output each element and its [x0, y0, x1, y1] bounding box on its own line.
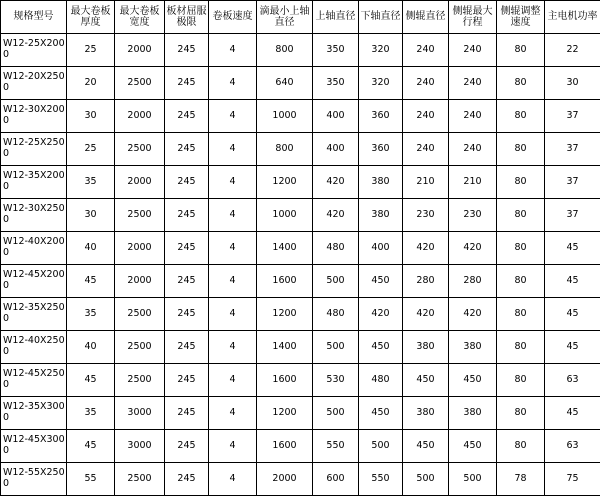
table-row: [1, 364, 600, 397]
cell-model: W12-45X3000: [1, 430, 67, 463]
column-header-model: 规格型号: [1, 1, 67, 34]
table-cell: 420: [403, 298, 449, 331]
table-cell: 2000: [115, 100, 165, 133]
table-cell: 4: [209, 331, 257, 364]
table-cell: 80: [497, 331, 545, 364]
table-cell: 320: [359, 67, 403, 100]
table-cell: 35: [67, 298, 115, 331]
table-cell: 230: [449, 199, 497, 232]
cell-model: W12-45X2500: [1, 364, 67, 397]
table-cell: 245: [165, 265, 209, 298]
table-cell: 4: [209, 133, 257, 166]
table-cell: 420: [313, 166, 359, 199]
table-cell: 420: [449, 232, 497, 265]
table-cell: 80: [497, 133, 545, 166]
table-cell: 80: [497, 364, 545, 397]
table-cell: 80: [497, 67, 545, 100]
column-header-upper-shaft-diameter: 上轴直径: [313, 1, 359, 34]
table-cell: 245: [165, 100, 209, 133]
table-cell: 380: [359, 166, 403, 199]
table-cell: 400: [313, 100, 359, 133]
column-header-motor-power: 主电机功率: [545, 1, 600, 34]
table-cell: 380: [403, 331, 449, 364]
table-cell: 245: [165, 430, 209, 463]
table-cell: 550: [359, 463, 403, 496]
table-cell: 240: [449, 34, 497, 67]
table-cell: 380: [449, 331, 497, 364]
table-cell: 2500: [115, 67, 165, 100]
table-cell: 37: [545, 100, 600, 133]
table-cell: 2500: [115, 199, 165, 232]
table-cell: 75: [545, 463, 600, 496]
table-cell: 2500: [115, 133, 165, 166]
table-cell: 420: [359, 298, 403, 331]
table-row: [1, 331, 600, 364]
table-cell: 45: [67, 364, 115, 397]
table-cell: 240: [449, 133, 497, 166]
table-cell: 45: [545, 298, 600, 331]
table-cell: 450: [403, 430, 449, 463]
table-cell: 35: [67, 397, 115, 430]
table-cell: 1200: [257, 166, 313, 199]
table-cell: 80: [497, 166, 545, 199]
table-cell: 4: [209, 34, 257, 67]
column-header-side-roller-diameter: 侧辊直径: [403, 1, 449, 34]
column-header-yield-limit: 板材屈服极限: [165, 1, 209, 34]
table-cell: 450: [359, 265, 403, 298]
table-cell: 4: [209, 166, 257, 199]
table-cell: 40: [67, 232, 115, 265]
table-cell: 320: [359, 34, 403, 67]
table-row: [1, 397, 600, 430]
cell-model: W12-20X2500: [1, 67, 67, 100]
table-cell: 45: [545, 265, 600, 298]
column-header-side-roller-stroke: 侧辊最大行程: [449, 1, 497, 34]
table-cell: 245: [165, 199, 209, 232]
table-cell: 25: [67, 133, 115, 166]
cell-model: W12-35X2000: [1, 166, 67, 199]
table-row: [1, 265, 600, 298]
table-cell: 35: [67, 166, 115, 199]
table-cell: 500: [313, 397, 359, 430]
table-cell: 280: [449, 265, 497, 298]
cell-model: W12-25X2000: [1, 34, 67, 67]
table-cell: 245: [165, 298, 209, 331]
table-cell: 500: [313, 331, 359, 364]
table-cell: 450: [449, 364, 497, 397]
table-cell: 600: [313, 463, 359, 496]
table-cell: 500: [359, 430, 403, 463]
table-cell: 25: [67, 34, 115, 67]
cell-model: W12-35X2500: [1, 298, 67, 331]
table-cell: 800: [257, 133, 313, 166]
column-header-side-roller-speed: 侧辊调整速度: [497, 1, 545, 34]
table-row: [1, 100, 600, 133]
table-cell: 1400: [257, 232, 313, 265]
table-cell: 40: [67, 331, 115, 364]
table-row: [1, 430, 600, 463]
table-cell: 350: [313, 67, 359, 100]
table-cell: 245: [165, 331, 209, 364]
table-cell: 210: [449, 166, 497, 199]
table-cell: 2500: [115, 298, 165, 331]
table-cell: 80: [497, 298, 545, 331]
table-cell: 240: [449, 67, 497, 100]
table-cell: 380: [359, 199, 403, 232]
table-cell: 450: [359, 397, 403, 430]
table-cell: 2000: [115, 232, 165, 265]
table-row: [1, 298, 600, 331]
table-cell: 45: [545, 331, 600, 364]
table-cell: 78: [497, 463, 545, 496]
column-header-max-width: 最大卷板宽度: [115, 1, 165, 34]
table-row: [1, 34, 600, 67]
cell-model: W12-55X2500: [1, 463, 67, 496]
table-cell: 210: [403, 166, 449, 199]
table-cell: 240: [403, 133, 449, 166]
table-cell: 80: [497, 34, 545, 67]
table-cell: 245: [165, 34, 209, 67]
table-cell: 450: [359, 331, 403, 364]
table-cell: 245: [165, 364, 209, 397]
table-cell: 450: [449, 430, 497, 463]
table-cell: 2000: [115, 34, 165, 67]
table-cell: 30: [67, 100, 115, 133]
table-cell: 245: [165, 67, 209, 100]
table-cell: 2500: [115, 364, 165, 397]
table-cell: 80: [497, 100, 545, 133]
table-cell: 4: [209, 232, 257, 265]
table-cell: 240: [403, 100, 449, 133]
table-cell: 63: [545, 430, 600, 463]
table-cell: 420: [449, 298, 497, 331]
column-header-roll-speed: 卷板速度: [209, 1, 257, 34]
table-cell: 37: [545, 166, 600, 199]
table-cell: 350: [313, 34, 359, 67]
table-cell: 245: [165, 397, 209, 430]
table-cell: 550: [313, 430, 359, 463]
table-row: [1, 463, 600, 496]
table-cell: 400: [313, 133, 359, 166]
table-cell: 530: [313, 364, 359, 397]
cell-model: W12-30X2500: [1, 199, 67, 232]
table-cell: 400: [359, 232, 403, 265]
table-cell: 420: [403, 232, 449, 265]
table-cell: 360: [359, 133, 403, 166]
table-cell: 1600: [257, 364, 313, 397]
table-header-row: [1, 1, 600, 34]
table-cell: 380: [449, 397, 497, 430]
table-row: [1, 133, 600, 166]
table-cell: 4: [209, 298, 257, 331]
table-cell: 4: [209, 463, 257, 496]
table-cell: 4: [209, 199, 257, 232]
table-cell: 245: [165, 133, 209, 166]
table-cell: 360: [359, 100, 403, 133]
table-cell: 420: [313, 199, 359, 232]
table-cell: 240: [449, 100, 497, 133]
cell-model: W12-35X3000: [1, 397, 67, 430]
cell-model: W12-40X2500: [1, 331, 67, 364]
table-cell: 1000: [257, 100, 313, 133]
table-cell: 2500: [115, 463, 165, 496]
table-cell: 245: [165, 232, 209, 265]
column-header-max-thickness: 最大卷板厚度: [67, 1, 115, 34]
table-cell: 2500: [115, 331, 165, 364]
cell-model: W12-30X2000: [1, 100, 67, 133]
table-cell: 45: [67, 265, 115, 298]
table-cell: 500: [403, 463, 449, 496]
table-cell: 480: [313, 298, 359, 331]
table-body: [1, 34, 600, 496]
table-cell: 1400: [257, 331, 313, 364]
table-cell: 230: [403, 199, 449, 232]
table-cell: 80: [497, 430, 545, 463]
table-cell: 55: [67, 463, 115, 496]
table-cell: 380: [403, 397, 449, 430]
table-cell: 640: [257, 67, 313, 100]
table-cell: 800: [257, 34, 313, 67]
table-cell: 1600: [257, 265, 313, 298]
table-cell: 240: [403, 34, 449, 67]
table-cell: 2000: [115, 265, 165, 298]
column-header-lower-shaft-diameter: 下轴直径: [359, 1, 403, 34]
table-cell: 4: [209, 265, 257, 298]
table-row: [1, 67, 600, 100]
table-row: [1, 232, 600, 265]
table-cell: 450: [403, 364, 449, 397]
table-cell: 4: [209, 100, 257, 133]
table-cell: 80: [497, 265, 545, 298]
table-cell: 3000: [115, 397, 165, 430]
table-cell: 45: [545, 397, 600, 430]
table-cell: 22: [545, 34, 600, 67]
table-cell: 30: [545, 67, 600, 100]
table-cell: 2000: [115, 166, 165, 199]
cell-model: W12-45X2000: [1, 265, 67, 298]
table-cell: 1200: [257, 298, 313, 331]
table-row: [1, 166, 600, 199]
table-cell: 20: [67, 67, 115, 100]
table-cell: 245: [165, 463, 209, 496]
table-cell: 480: [359, 364, 403, 397]
table-cell: 2000: [257, 463, 313, 496]
table-cell: 480: [313, 232, 359, 265]
table-cell: 80: [497, 199, 545, 232]
table-cell: 240: [403, 67, 449, 100]
table-cell: 30: [67, 199, 115, 232]
table-cell: 280: [403, 265, 449, 298]
table-cell: 4: [209, 397, 257, 430]
table-cell: 500: [449, 463, 497, 496]
table-cell: 37: [545, 199, 600, 232]
table-cell: 1200: [257, 397, 313, 430]
table-cell: 45: [67, 430, 115, 463]
table-cell: 45: [545, 232, 600, 265]
table-cell: 1000: [257, 199, 313, 232]
table-cell: 3000: [115, 430, 165, 463]
table-cell: 80: [497, 232, 545, 265]
table-header: [1, 1, 600, 34]
table-cell: 80: [497, 397, 545, 430]
table-cell: 63: [545, 364, 600, 397]
table-cell: 245: [165, 166, 209, 199]
table-cell: 1600: [257, 430, 313, 463]
table-cell: 500: [313, 265, 359, 298]
table-cell: 4: [209, 364, 257, 397]
table-cell: 37: [545, 133, 600, 166]
column-header-min-diameter: 滴最小上轴直径: [257, 1, 313, 34]
table-row: [1, 199, 600, 232]
table-cell: 4: [209, 430, 257, 463]
cell-model: W12-40X2000: [1, 232, 67, 265]
cell-model: W12-25X2500: [1, 133, 67, 166]
table-cell: 4: [209, 67, 257, 100]
